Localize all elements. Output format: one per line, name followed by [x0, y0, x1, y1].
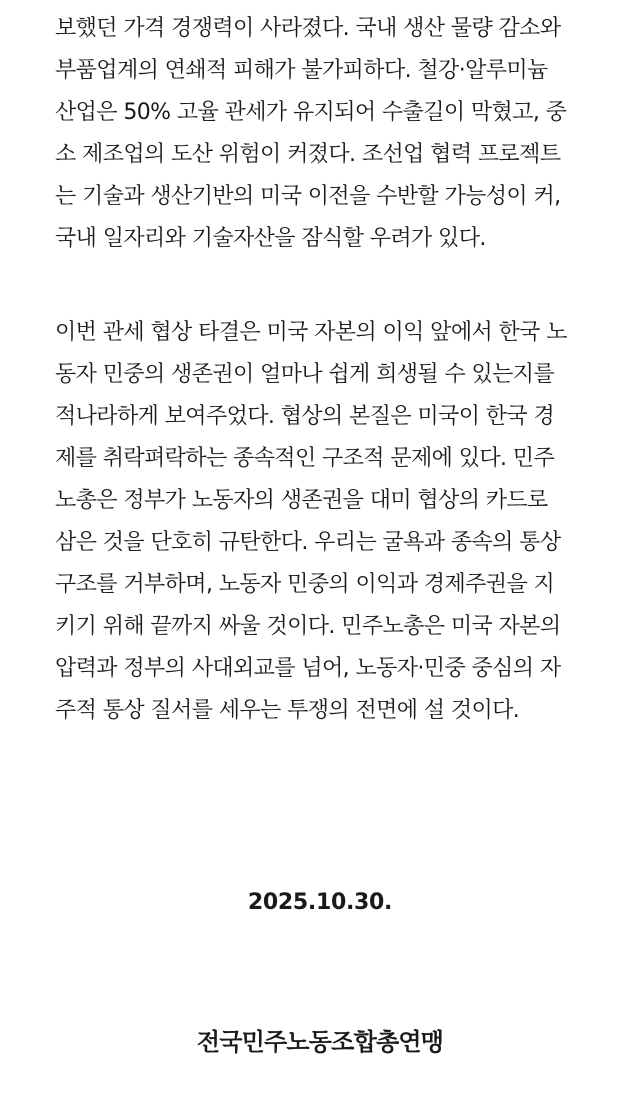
- paragraph-line: 는 기술과 생산기반의 미국 이전을 수반할 가능성이 커,: [55, 184, 561, 209]
- paragraph-line: 구조를 거부하며, 노동자 민중의 이익과 경제주권을 지: [55, 572, 555, 597]
- paragraph-line: 부품업계의 연쇄적 피해가 불가피하다. 철강·알루미늄: [55, 58, 548, 83]
- paragraph-line: 삼은 것을 단호히 규탄한다. 우리는 굴욕과 종속의 통상: [55, 530, 561, 555]
- paragraph-line: 적나라하게 보여주었다. 협상의 본질은 미국이 한국 경: [55, 404, 555, 429]
- paragraph-line: 키기 위해 끝까지 싸울 것이다. 민주노총은 미국 자본의: [55, 614, 561, 639]
- paragraph-line: 노총은 정부가 노동자의 생존권을 대미 협상의 카드로: [55, 488, 548, 513]
- paragraph-1: [55, 8, 595, 260]
- paragraph-line: 소 제조업의 도산 위험이 커졌다. 조선업 협력 프로젝트: [55, 142, 561, 167]
- paragraph-line: 국내 일자리와 기술자산을 잠식할 우려가 있다.: [55, 226, 486, 251]
- document-date: 2025.10.30.: [247, 890, 393, 915]
- paragraph-2: [55, 312, 595, 732]
- paragraph-line: 산업은 50% 고율 관세가 유지되어 수출길이 막혔고, 중: [55, 100, 567, 125]
- organization-name: 전국민주노동조합총연맹: [196, 1028, 444, 1056]
- paragraph-line: 제를 취락펴락하는 종속적인 구조적 문제에 있다. 민주: [55, 446, 555, 471]
- paragraph-line: 주적 통상 질서를 세우는 투쟁의 전면에 설 것이다.: [55, 698, 520, 723]
- paragraph-line: 이번 관세 협상 타결은 미국 자본의 이익 앞에서 한국 노: [55, 320, 567, 345]
- paragraph-line: 압력과 정부의 사대외교를 넘어, 노동자·민중 중심의 자: [55, 656, 561, 681]
- paragraph-line: 보했던 가격 경쟁력이 사라졌다. 국내 생산 물량 감소와: [55, 16, 561, 41]
- paragraph-line: 동자 민중의 생존권이 얼마나 쉽게 희생될 수 있는지를: [55, 362, 555, 387]
